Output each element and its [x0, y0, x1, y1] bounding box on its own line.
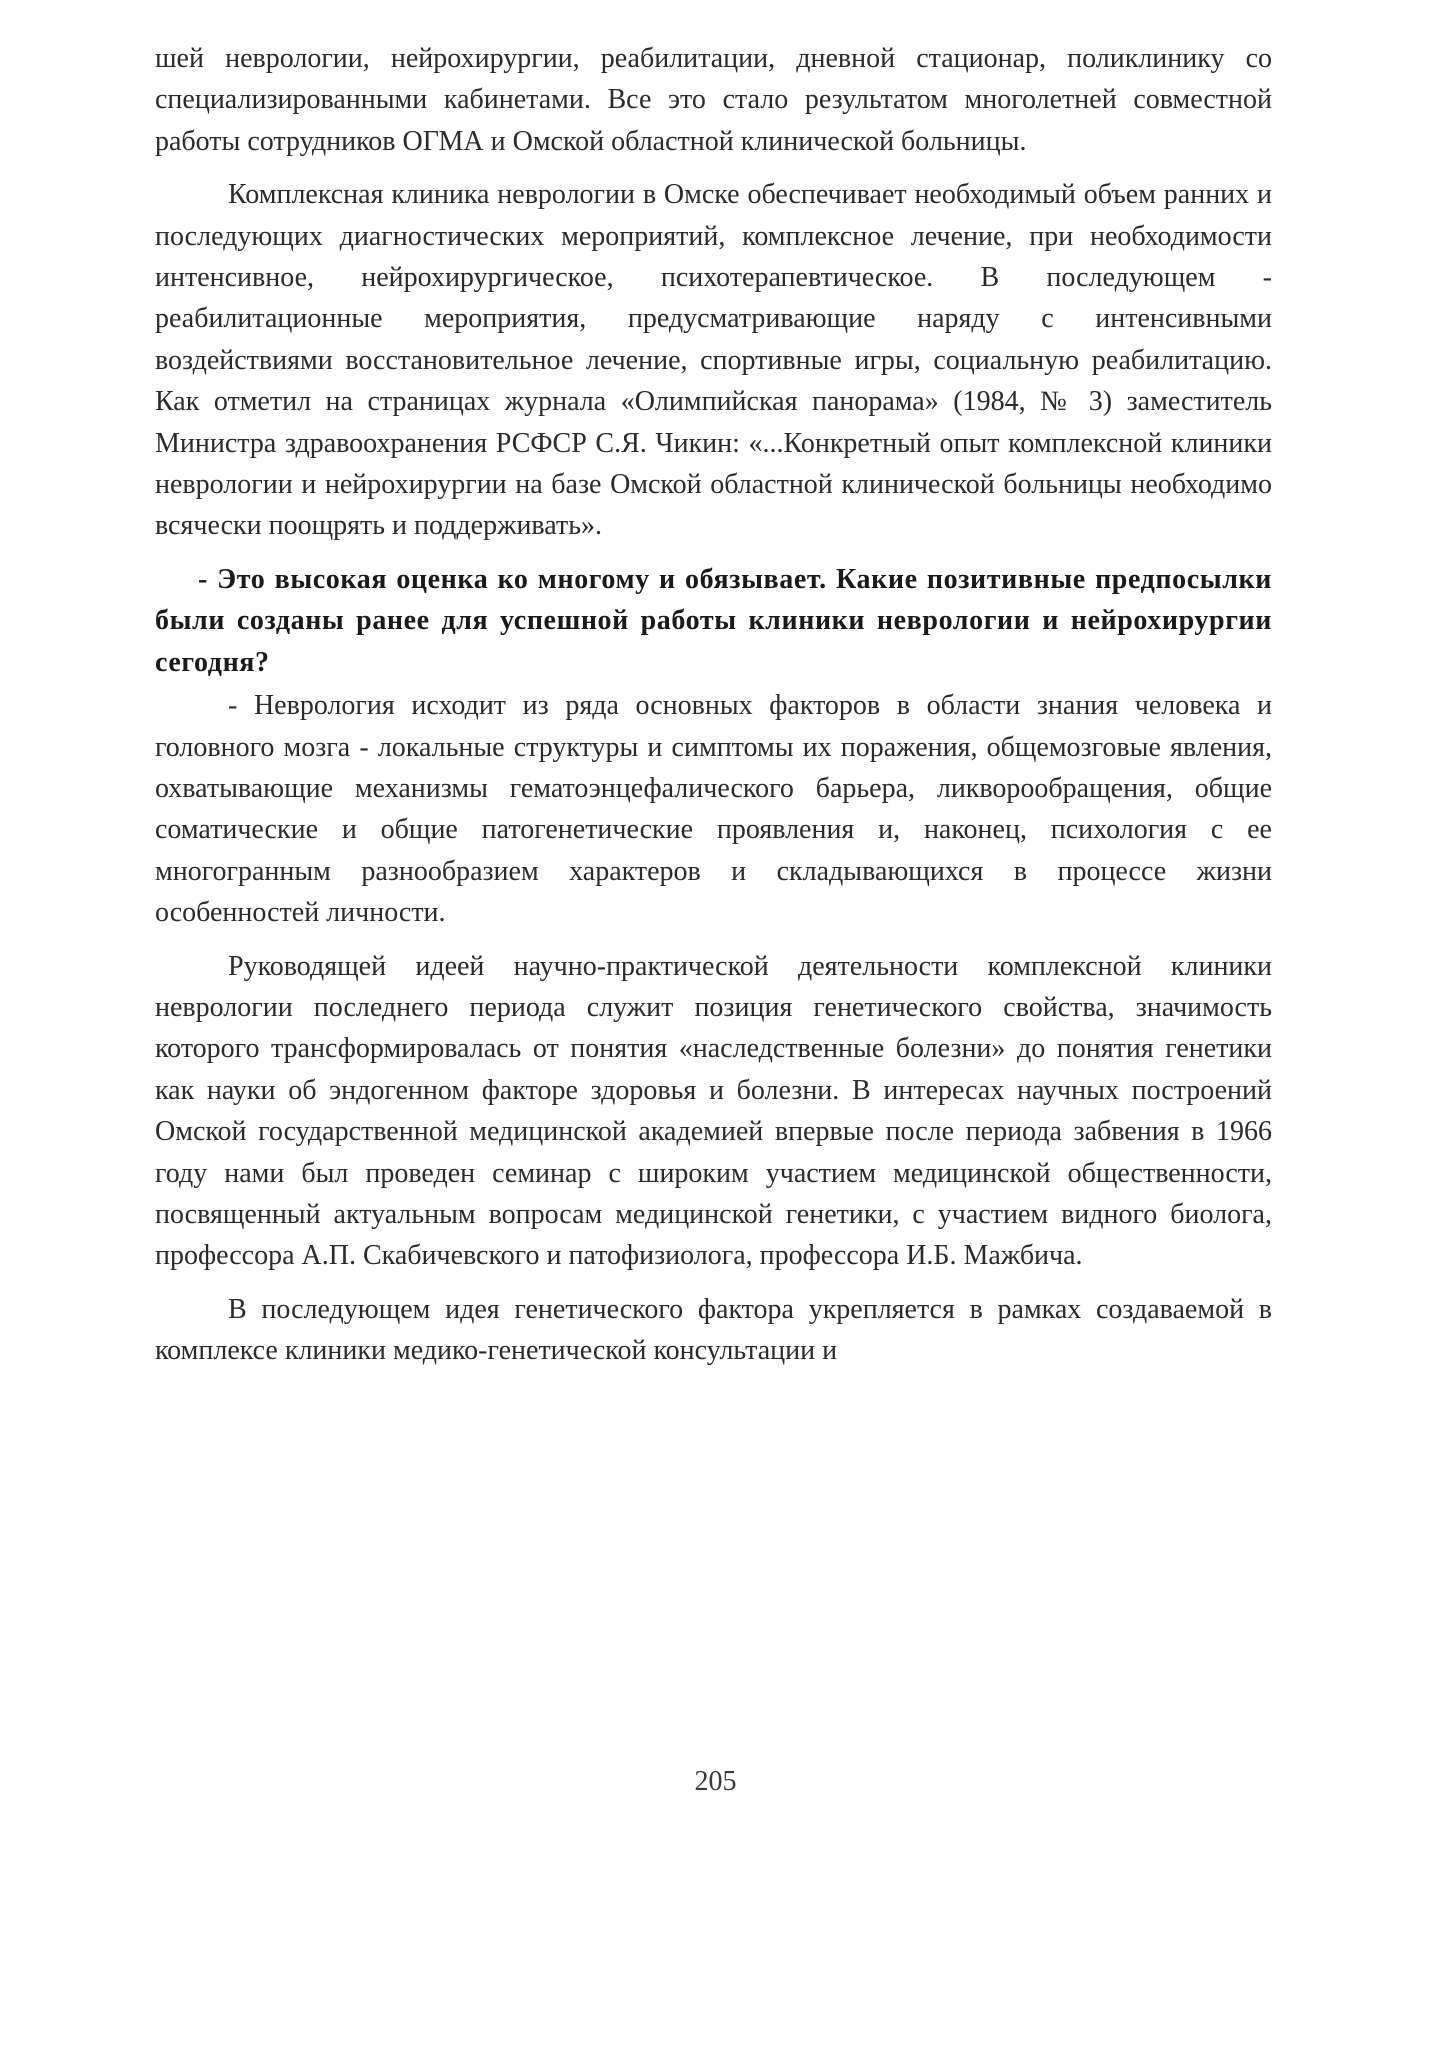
document-body [155, 38, 1272, 1372]
interview-answer: - Неврология исходит из ряда основных факторов в области знания человека и головного мозга - локальные структуры и симптомы их поражения, общемозговые явления, охватывающие механизмы гематоэнцефалического барьера, ликворообращения, общие соматические и общие патогенетические проявления и, наконец, психология с ее многогранным разнообразием характеров и складывающихся в процессе жизни особенностей личности. [155, 690, 1272, 929]
page-number: 205 [694, 1766, 737, 1797]
paragraph-genetics: Руководящей идеей научно-практической деятельности комплексной клиники неврологии последнего периода служит позиция генетического свойства, значимость которого трансформировалась от понятия «наследственные болезни» до понятия генетики как науки об эндогенном факторе здоровья и болезни. В интересах научных построений Омской государственной медицинской академией впервые после периода забвения в 1966 году нами был проведен семинар с широким участием медицинской общественности, посвященный актуальным вопросам медицинской генетики, с участием видного биолога, профессора А.П. Скабичевского и патофизиолога, профессора И.Б. Мажбича. [155, 950, 1272, 1272]
paragraph-genetic-consultation: В последующем идея генетического фактора укрепляется в рамках создаваемой в комплексе клиники медико-генетической консультации и [155, 1293, 1272, 1367]
interview-question: - Это высокая оценка ко многому и обязывает. Какие позитивные предпосылки были созданы ранее для успешной работы клиники неврологии и нейрохирургии сегодня? [155, 563, 1272, 678]
paragraph-continuation: шей неврологии, нейрохирургии, реабилитации, дневной стационар, поликлинику со специализированными кабинетами. Все это стало результатом многолетней совместной работы сотрудников ОГМА и Омской областной клинической больницы. [155, 43, 1272, 157]
paragraph-complex-clinic: Комплексная клиника неврологии в Омске обеспечивает необходимый объем ранних и последующих диагностических мероприятий, комплексное лечение, при необходимости интенсивное, нейрохирургическое, психотерапевтическое. В последующем - реабилитационные мероприятия, предусматривающие наряду с интенсивными воздействиями восстановительное лечение, спортивные игры, социальную реабилитацию. Как отметил на страницах журнала «Олимпийская панорама» (1984, № 3) заместитель Министра здравоохранения РСФСР С.Я. Чикин: «...Конкретный опыт комплексной клиники неврологии и нейрохирургии на базе Омской областной клинической больницы необходимо всячески поощрять и поддерживать». [155, 179, 1272, 542]
